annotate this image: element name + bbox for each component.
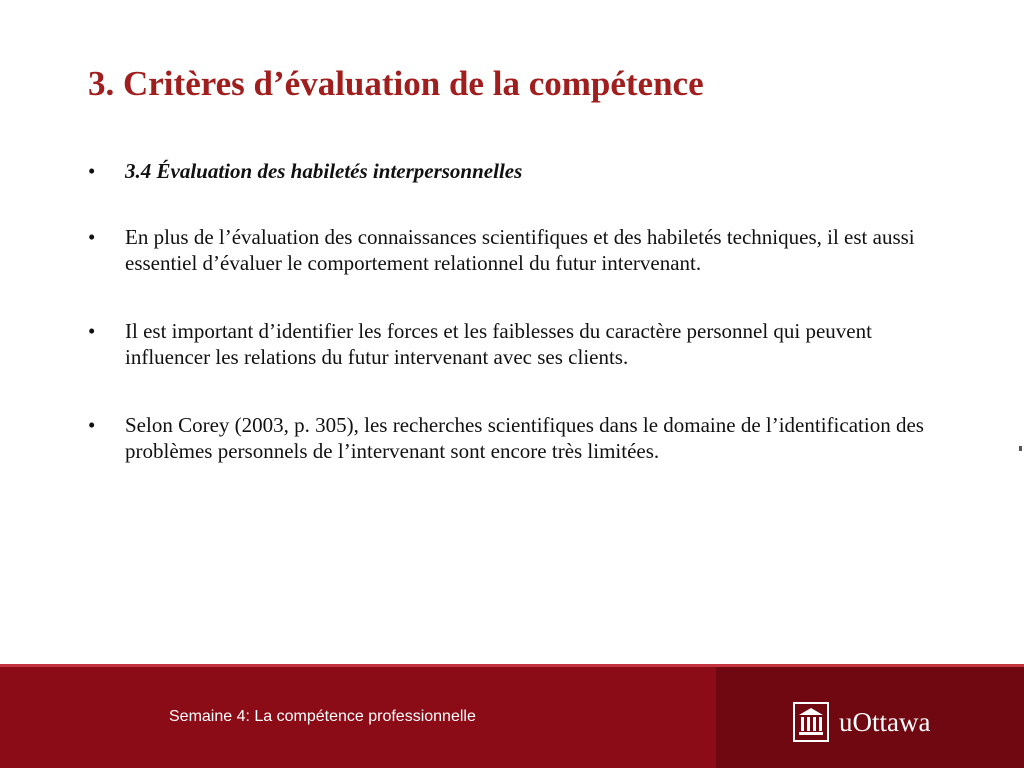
footer-bar <box>0 664 1024 768</box>
bullet-dot: • <box>88 159 96 183</box>
bullet-dot: • <box>88 225 96 249</box>
bullet-item <box>88 158 948 184</box>
edge-mark <box>1019 446 1022 451</box>
bullet-item <box>88 412 948 464</box>
bullet-item <box>88 224 948 276</box>
bullet-text: Selon Corey (2003, p. 305), les recherches scientifiques dans le domaine de l’identification des problèmes personnels de l’intervenant sont encore très limitées. <box>125 413 924 463</box>
footer-course-label: Semaine 4: La compétence professionnelle <box>169 708 476 725</box>
uottawa-logo <box>793 702 930 742</box>
bullet-dot: • <box>88 413 96 437</box>
bullet-text: En plus de l’évaluation des connaissances scientifiques et des habiletés techniques, il est aussi essentiel d’évaluer le comportement relationnel du futur intervenant. <box>125 225 915 275</box>
slide-title: 3. Critères d’évaluation de la compétence <box>88 64 704 103</box>
logo-wordmark: uOttawa <box>839 706 931 737</box>
university-building-icon <box>793 702 829 742</box>
bullet-item <box>88 318 948 370</box>
bullet-list <box>88 158 948 464</box>
bullet-text: Il est important d’identifier les forces et les faiblesses du caractère personnel qui peuvent influencer les relations du futur intervenant avec ses clients. <box>125 319 872 369</box>
bullet-dot: • <box>88 319 96 343</box>
bullet-text-subheading: 3.4 Évaluation des habiletés interpersonnelles <box>125 159 523 183</box>
